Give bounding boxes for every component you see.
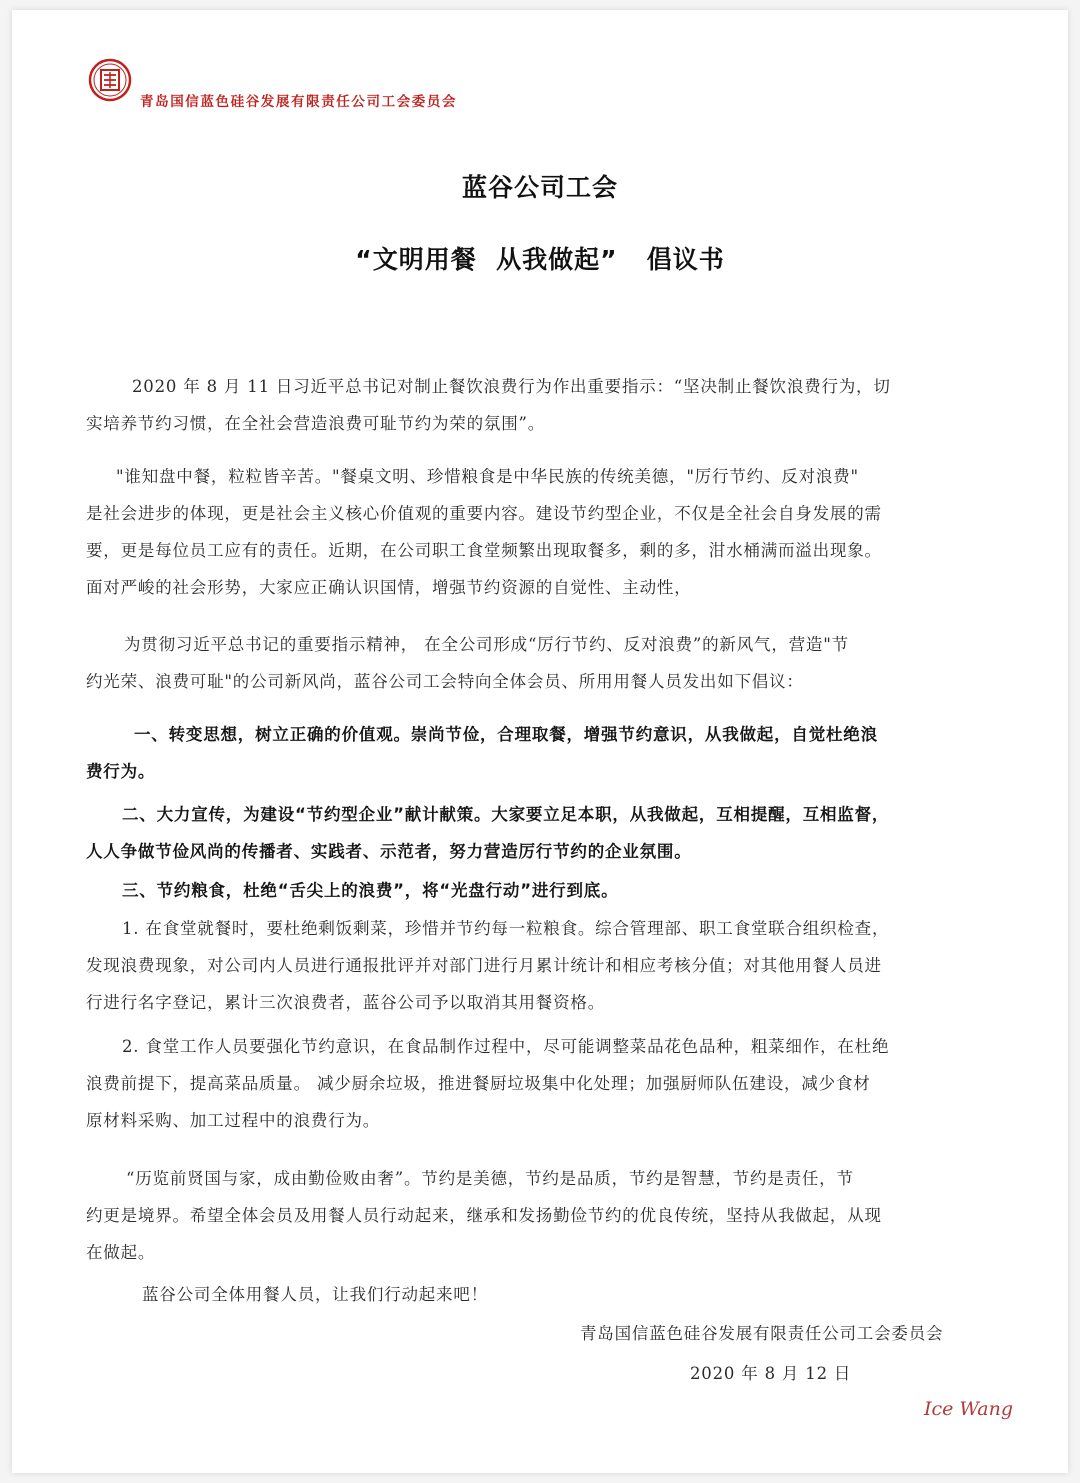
item1-line: 一、转变思想，树立正确的价值观。崇尚节俭，合理取餐，增强节约意识，从我做起，自觉杜绝浪: [134, 725, 878, 744]
p2-line: 要，更是每位员工应有的责任。近期，在公司职工食堂频繁出现取餐多，剩的多，泔水桶满而溢出现象。: [86, 541, 882, 560]
page-title-line1: 蓝谷公司工会: [461, 173, 618, 202]
p1-line: 实培养节约习惯，在全社会营造浪费可耻节约为荣的氛围”。: [86, 414, 546, 433]
proposal-item-3: [86, 872, 998, 909]
p4-line: 在做起。: [86, 1243, 156, 1262]
title-quote: “文明用餐 从我做起”: [355, 245, 618, 274]
item2-line: 二、大力宣传，为建设“节约型企业”献计献策。大家要立足本职，从我做起，互相提醒，互相监督，: [122, 805, 890, 824]
proposal-item-1: [86, 716, 998, 790]
paragraph-5: [86, 1276, 998, 1313]
seal-logo-icon: [88, 58, 132, 102]
p2-line: 面对严峻的社会形势，大家应正确认识国情，增强节约资源的自觉性、主动性，: [86, 578, 692, 597]
sub2-line: 2. 食堂工作人员要强化节约意识，在食品制作过程中，尽可能调整菜品花色品种，粗菜细作，在杜绝: [122, 1037, 890, 1056]
paragraph-1: [86, 368, 998, 442]
p1-line: 2020 年 8 月 11 日习近平总书记对制止餐饮浪费行为作出重要指示：“坚决制止餐饮浪费行为，切: [132, 377, 891, 396]
p4-line: 约更是境界。希望全体会员及用餐人员行动起来，继承和发扬勤俭节约的优良传统，坚持从我做起，从现: [86, 1206, 882, 1225]
paragraph-4: [86, 1160, 998, 1271]
sub1-line: 发现浪费现象，对公司内人员进行通报批评并对部门进行月累计统计和相应考核分值；对其他用餐人员进: [86, 956, 882, 975]
proposal-item-2: [86, 796, 998, 870]
paragraph-2: [86, 458, 998, 606]
item3-line: 三、节约粮食，杜绝“舌尖上的浪费”，将“光盘行动”进行到底。: [122, 881, 619, 900]
title-suffix: 倡议书: [646, 245, 725, 274]
p4-line: “历览前贤国与家，成由勤俭败由奢”。节约是美德，节约是品质，节约是智慧，节约是责任，节: [126, 1169, 854, 1188]
p5-line: 蓝谷公司全体用餐人员，让我们行动起来吧！: [142, 1285, 488, 1304]
p2-line: "谁知盘中餐，粒粒皆辛苦。"餐桌文明、珍惜粮食是中华民族的传统美德，"厉行节约、反对浪费": [116, 467, 859, 486]
handwritten-signature: Ice Wang: [924, 1398, 1014, 1420]
sub1-line: 行进行名字登记，累计三次浪费者，蓝谷公司予以取消其用餐资格。: [86, 993, 605, 1012]
sub-item-2: [86, 1028, 998, 1139]
p3-line: 为贯彻习近平总书记的重要指示精神， 在全公司形成“厉行节约、反对浪费”的新风气，营造"节: [124, 635, 849, 654]
sub-item-1: [86, 910, 998, 1021]
org-header-name: 青岛国信蓝色硅谷发展有限责任公司工会委员会: [140, 94, 458, 110]
paragraph-3: [86, 626, 998, 700]
item1-line: 费行为。: [86, 762, 156, 781]
closing-org: 青岛国信蓝色硅谷发展有限责任公司工会委员会: [580, 1324, 944, 1343]
sub2-line: 原材料采购、加工过程中的浪费行为。: [86, 1111, 381, 1130]
sub1-line: 1. 在食堂就餐时，要杜绝剩饭剩菜，珍惜并节约每一粒粮食。综合管理部、职工食堂联合组织检查，: [122, 919, 890, 938]
sub2-line: 浪费前提下，提高菜品质量。 减少厨余垃圾，推进餐厨垃圾集中化处理；加强厨师队伍建设，减少食材: [86, 1074, 871, 1093]
page-title-line2: [0, 240, 1080, 276]
p2-line: 是社会进步的体现，更是社会主义核心价值观的重要内容。建设节约型企业，不仅是全社会自身发展的需: [86, 504, 882, 523]
p3-line: 约光荣、浪费可耻"的公司新风尚，蓝谷公司工会特向全体会员、所用用餐人员发出如下倡议：: [86, 672, 804, 691]
closing-date: 2020 年 8 月 12 日: [690, 1364, 852, 1383]
item2-line: 人人争做节俭风尚的传播者、实践者、示范者，努力营造厉行节约的企业氛围。: [86, 842, 692, 861]
